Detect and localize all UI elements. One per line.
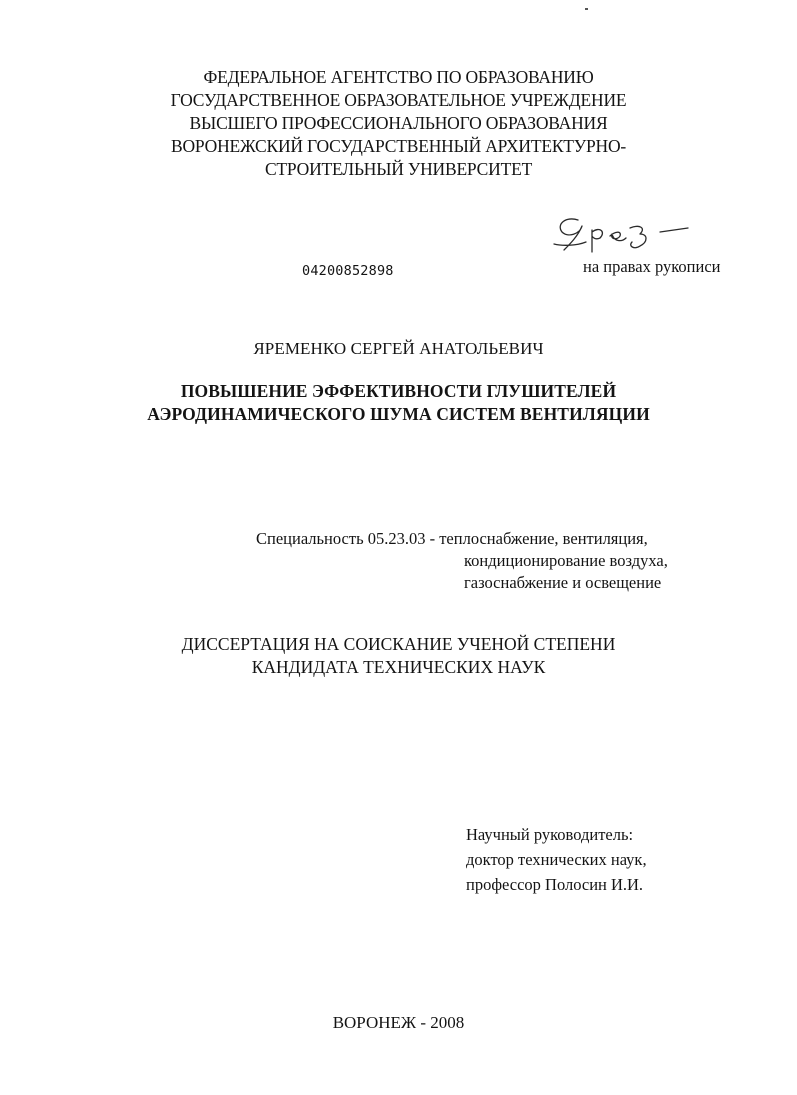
- org-line-1: ФЕДЕРАЛЬНОЕ АГЕНТСТВО ПО ОБРАЗОВАНИЮ: [203, 67, 594, 87]
- org-line-4: ВОРОНЕЖСКИЙ ГОСУДАРСТВЕННЫЙ АРХИТЕКТУРНО-: [170, 136, 627, 156]
- manuscript-note: на правах рукописи: [583, 257, 721, 276]
- org-line-2: ГОСУДАРСТВЕННОЕ ОБРАЗОВАТЕЛЬНОЕ УЧРЕЖДЕНИЕ: [170, 90, 627, 110]
- specialty-line-3: газоснабжение и освещение: [464, 573, 662, 592]
- advisor-name: профессор Полосин И.И.: [466, 875, 644, 894]
- city-year: ВОРОНЕЖ - 2008: [332, 1013, 465, 1032]
- degree-line-1: ДИССЕРТАЦИЯ НА СОИСКАНИЕ УЧЕНОЙ СТЕПЕНИ: [181, 634, 616, 654]
- org-line-5: СТРОИТЕЛЬНЫЙ УНИВЕРСИТЕТ: [264, 159, 533, 179]
- author-name: ЯРЕМЕНКО СЕРГЕЙ АНАТОЛЬЕВИЧ: [253, 339, 544, 358]
- degree-line-2: КАНДИДАТА ТЕХНИЧЕСКИХ НАУК: [251, 657, 546, 677]
- specialty-line-1: Специальность 05.23.03 - теплоснабжение, вентиляция,: [256, 529, 648, 548]
- specialty-line-2: кондиционирование воздуха,: [464, 551, 668, 570]
- specialty-block: [256, 528, 668, 594]
- scan-speck: [585, 8, 588, 10]
- title-line-2: АЭРОДИНАМИЧЕСКОГО ШУМА СИСТЕМ ВЕНТИЛЯЦИИ: [147, 404, 650, 424]
- title-line-1: ПОВЫШЕНИЕ ЭФФЕКТИВНОСТИ ГЛУШИТЕЛЕЙ: [180, 381, 617, 401]
- catalog-number: 04200852898: [302, 263, 394, 279]
- advisor-block: [466, 822, 647, 897]
- org-line-3: ВЫСШЕГО ПРОФЕССИОНАЛЬНОГО ОБРАЗОВАНИЯ: [189, 113, 608, 133]
- advisor-label: Научный руководитель:: [466, 825, 634, 844]
- advisor-degree: доктор технических наук,: [466, 850, 647, 869]
